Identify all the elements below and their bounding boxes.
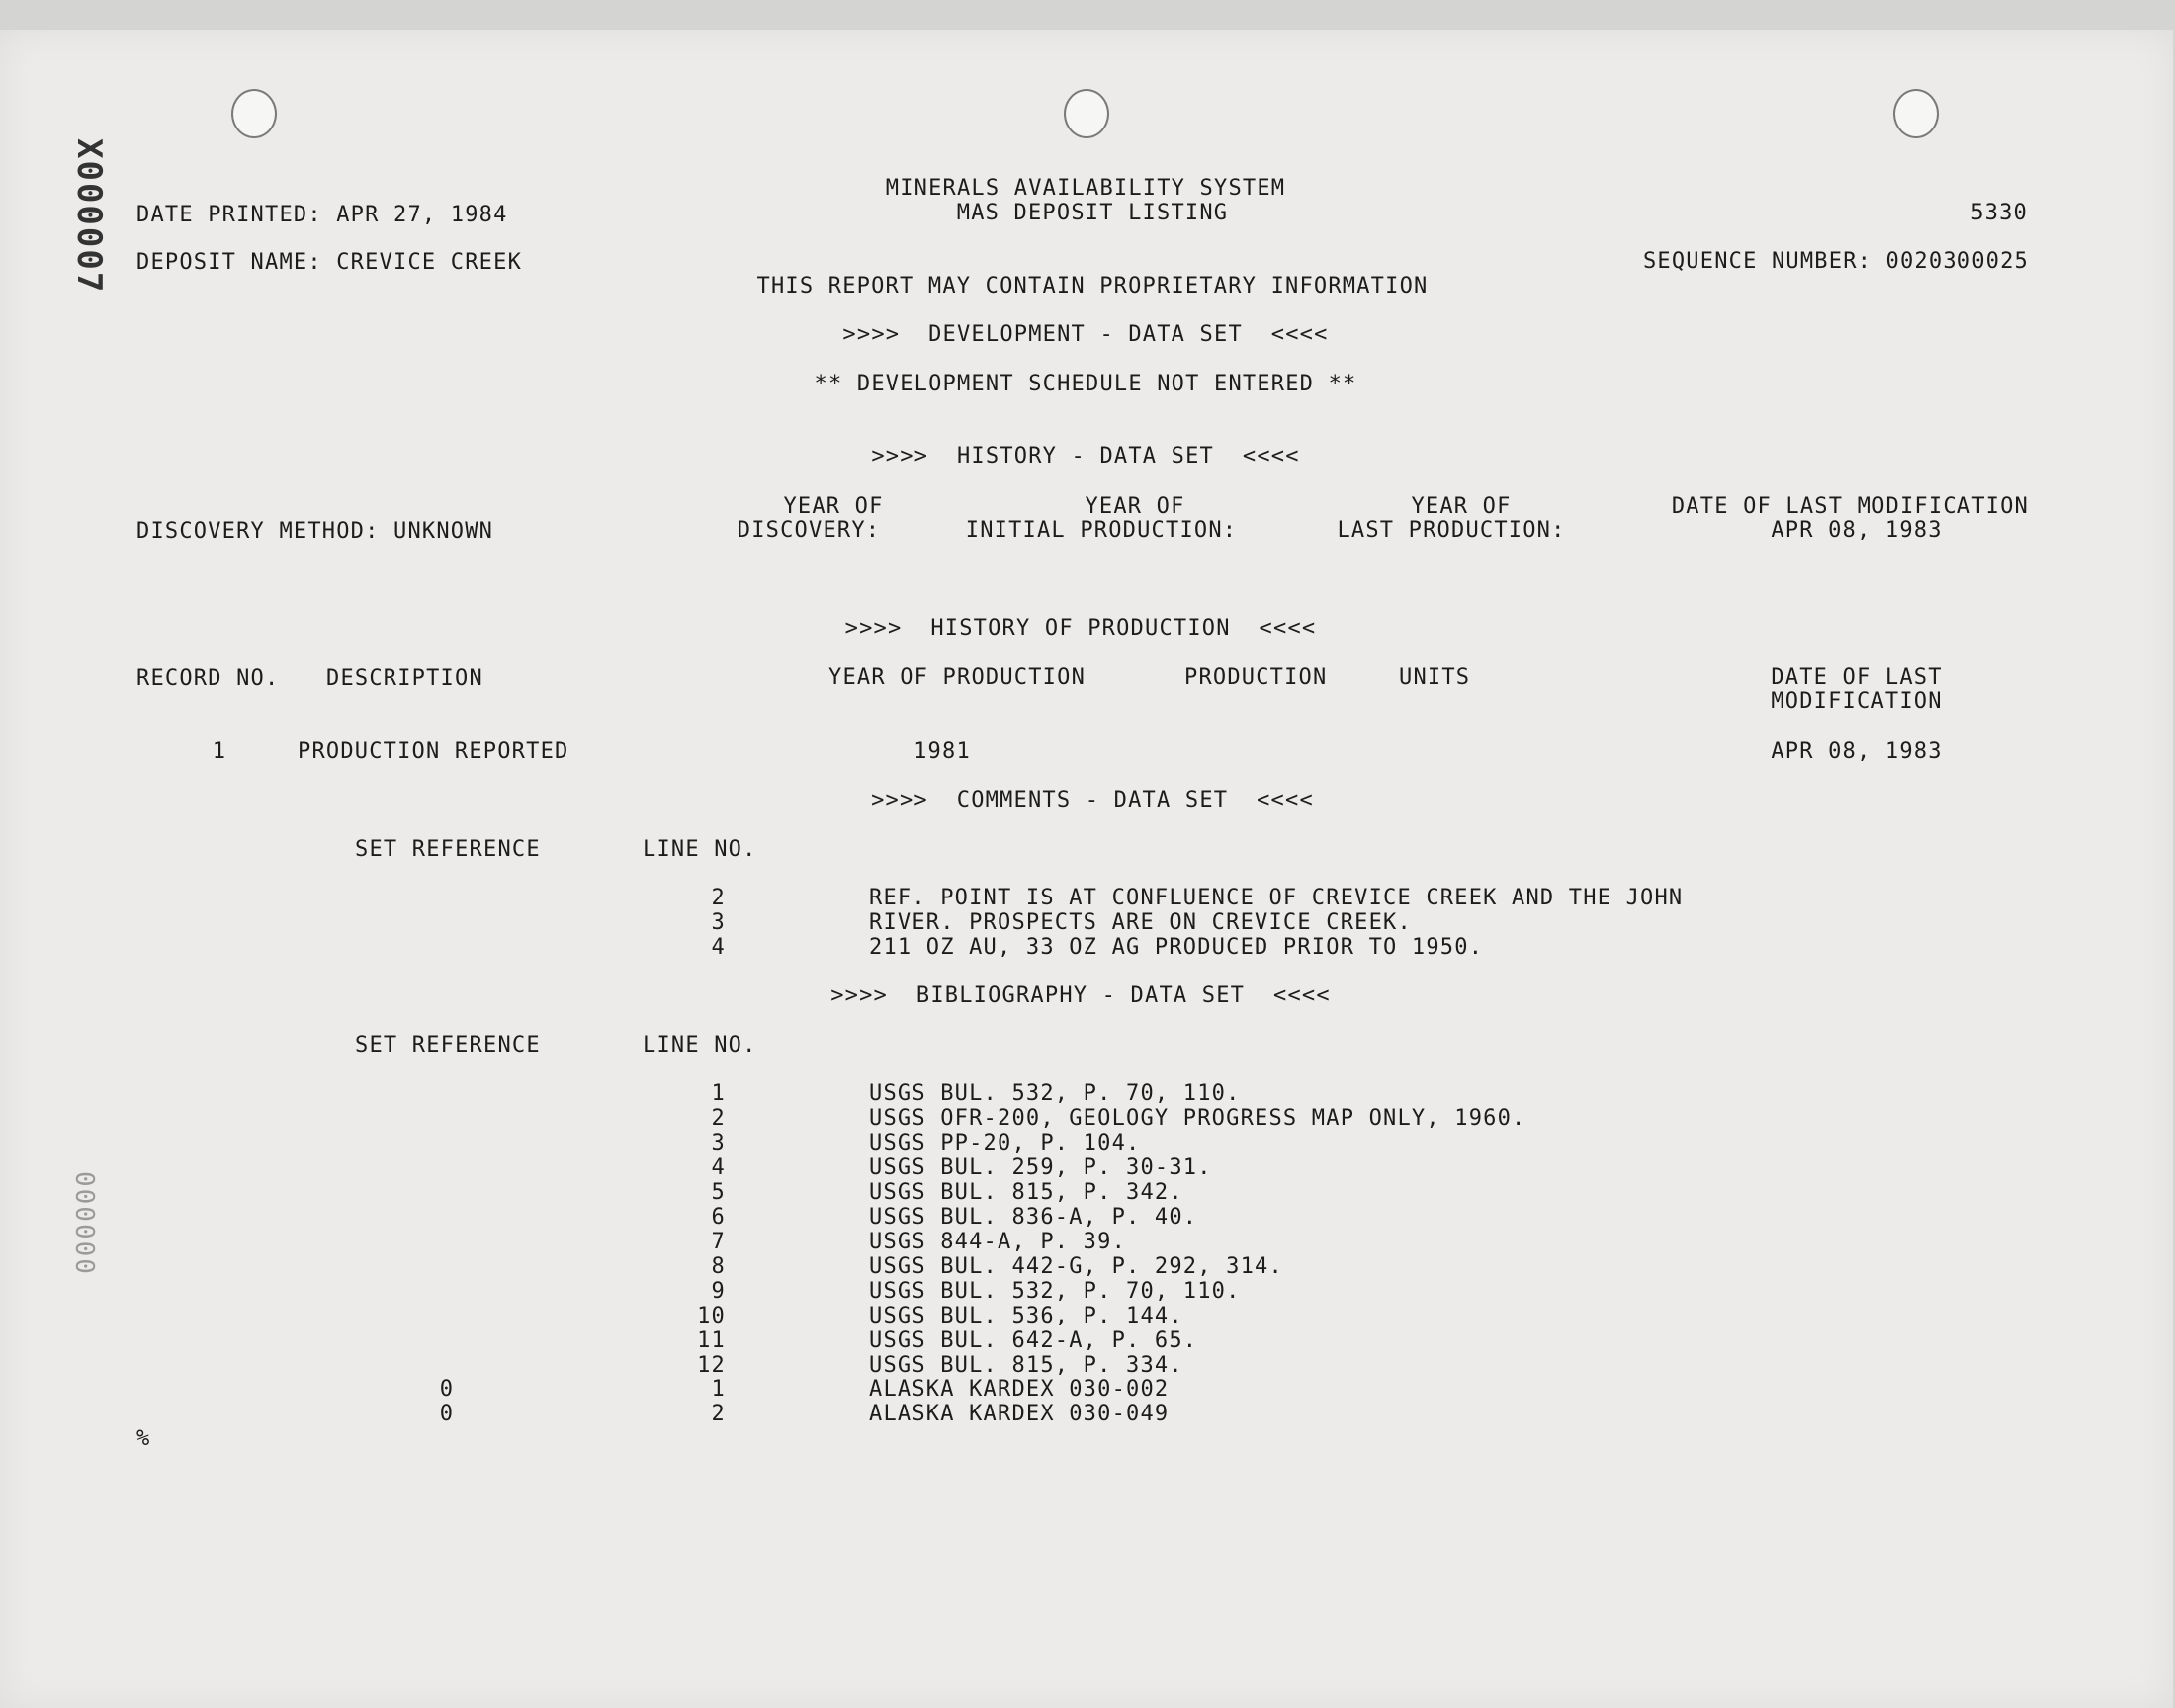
col-record-no: RECORD NO. bbox=[136, 666, 280, 691]
bibliography-col-line-no: LINE NO. bbox=[643, 1033, 757, 1058]
bib-text: ALASKA KARDEX 030-049 bbox=[869, 1402, 1170, 1426]
bib-line-no: 4 bbox=[711, 1155, 726, 1180]
bib-line-no: 1 bbox=[711, 1081, 726, 1106]
bib-text: USGS BUL. 532, P. 70, 110. bbox=[869, 1279, 1241, 1304]
bib-set-reference: 0 bbox=[439, 1402, 455, 1426]
production-description: PRODUCTION REPORTED bbox=[298, 739, 569, 764]
comment-text: 211 OZ AU, 33 OZ AG PRODUCED PRIOR TO 1950. bbox=[869, 935, 1484, 960]
listing-title: MAS DEPOSIT LISTING bbox=[956, 201, 1229, 225]
bib-text: USGS BUL. 815, P. 342. bbox=[869, 1180, 1183, 1205]
year-initial-production-label-1: YEAR OF bbox=[1085, 494, 1185, 519]
sequence-number: SEQUENCE NUMBER: 0020300025 bbox=[1642, 249, 2029, 274]
year-of-discovery-label-1: YEAR OF bbox=[783, 494, 884, 519]
year-last-production-label-2: LAST PRODUCTION: bbox=[1337, 518, 1566, 543]
bib-text: USGS BUL. 642-A, P. 65. bbox=[869, 1328, 1198, 1353]
last-modification-date: APR 08, 1983 bbox=[1771, 518, 1943, 543]
bib-text: USGS BUL. 836-A, P. 40. bbox=[869, 1205, 1198, 1230]
proprietary-notice: THIS REPORT MAY CONTAIN PROPRIETARY INFORMATION bbox=[756, 274, 1429, 299]
bib-text: USGS PP-20, P. 104. bbox=[869, 1131, 1141, 1155]
bib-line-no: 8 bbox=[711, 1254, 726, 1279]
development-note: ** DEVELOPMENT SCHEDULE NOT ENTERED ** bbox=[814, 372, 1357, 396]
bib-text: USGS BUL. 536, P. 144. bbox=[869, 1304, 1183, 1328]
bib-line-no: 9 bbox=[711, 1279, 726, 1304]
bib-set-reference: 0 bbox=[439, 1377, 455, 1402]
comments-col-line-no: LINE NO. bbox=[643, 837, 757, 862]
bib-line-no: 10 bbox=[697, 1304, 726, 1328]
col-date-last-mod-2: MODIFICATION bbox=[1771, 689, 1943, 714]
bib-text: USGS 844-A, P. 39. bbox=[869, 1230, 1127, 1254]
comment-line-no: 3 bbox=[711, 910, 726, 935]
col-year-of-production: YEAR OF PRODUCTION bbox=[828, 665, 1087, 690]
comments-col-set-reference: SET REFERENCE bbox=[355, 837, 541, 862]
date-printed: DATE PRINTED: APR 27, 1984 bbox=[136, 203, 508, 227]
discovery-method: DISCOVERY METHOD: UNKNOWN bbox=[136, 519, 494, 544]
deposit-name: DEPOSIT NAME: CREVICE CREEK bbox=[136, 250, 523, 275]
binder-hole-right bbox=[1893, 89, 1939, 138]
bib-line-no: 7 bbox=[711, 1230, 726, 1254]
col-description: DESCRIPTION bbox=[326, 666, 483, 691]
bib-text: USGS BUL. 442-G, P. 292, 314. bbox=[869, 1254, 1283, 1279]
comment-text: RIVER. PROSPECTS ARE ON CREVICE CREEK. bbox=[869, 910, 1412, 935]
comment-text: REF. POINT IS AT CONFLUENCE OF CREVICE CREEK AND THE JOHN bbox=[869, 886, 1684, 910]
production-modified: APR 08, 1983 bbox=[1771, 739, 1943, 764]
development-section-title: >>>> DEVELOPMENT - DATA SET <<<< bbox=[842, 322, 1329, 347]
bib-line-no: 5 bbox=[711, 1180, 726, 1205]
col-production: PRODUCTION bbox=[1184, 665, 1328, 690]
binder-hole-center bbox=[1064, 89, 1109, 138]
bib-line-no: 2 bbox=[711, 1106, 726, 1131]
binder-hole-left bbox=[231, 89, 277, 138]
bib-line-no: 1 bbox=[711, 1377, 726, 1402]
col-units: UNITS bbox=[1399, 665, 1471, 690]
last-modification-label: DATE OF LAST MODIFICATION bbox=[1671, 494, 2029, 519]
year-initial-production-label-2: INITIAL PRODUCTION: bbox=[965, 518, 1238, 543]
bib-text: USGS BUL. 532, P. 70, 110. bbox=[869, 1081, 1241, 1106]
bib-line-no: 3 bbox=[711, 1131, 726, 1155]
page-number: 5330 bbox=[1970, 201, 2028, 225]
footer-mark: % bbox=[136, 1426, 151, 1451]
bibliography-col-set-reference: SET REFERENCE bbox=[355, 1033, 541, 1058]
production-record-no: 1 bbox=[212, 739, 227, 764]
year-last-production-label-1: YEAR OF bbox=[1411, 494, 1512, 519]
history-section-title: >>>> HISTORY - DATA SET <<<< bbox=[871, 444, 1300, 469]
system-title: MINERALS AVAILABILITY SYSTEM bbox=[885, 176, 1286, 201]
margin-stamp-top: X000007 bbox=[69, 138, 109, 295]
comment-line-no: 4 bbox=[711, 935, 726, 960]
bib-text: USGS BUL. 259, P. 30-31. bbox=[869, 1155, 1212, 1180]
bibliography-section-title: >>>> BIBLIOGRAPHY - DATA SET <<<< bbox=[830, 983, 1331, 1008]
bib-line-no: 6 bbox=[711, 1205, 726, 1230]
comment-line-no: 2 bbox=[711, 886, 726, 910]
production-section-title: >>>> HISTORY OF PRODUCTION <<<< bbox=[844, 616, 1317, 640]
bib-text: ALASKA KARDEX 030-002 bbox=[869, 1377, 1170, 1402]
bib-line-no: 2 bbox=[711, 1402, 726, 1426]
bib-text: USGS OFR-200, GEOLOGY PROGRESS MAP ONLY, 1960. bbox=[869, 1106, 1526, 1131]
bib-line-no: 11 bbox=[697, 1328, 726, 1353]
margin-stamp-bottom: 000000 bbox=[69, 1171, 99, 1276]
production-year: 1981 bbox=[914, 739, 971, 764]
comments-section-title: >>>> COMMENTS - DATA SET <<<< bbox=[871, 788, 1314, 812]
col-date-last-mod-1: DATE OF LAST bbox=[1771, 665, 1943, 690]
bib-line-no: 12 bbox=[697, 1353, 726, 1378]
bib-text: USGS BUL. 815, P. 334. bbox=[869, 1353, 1183, 1378]
year-of-discovery-label-2: DISCOVERY: bbox=[737, 518, 881, 543]
